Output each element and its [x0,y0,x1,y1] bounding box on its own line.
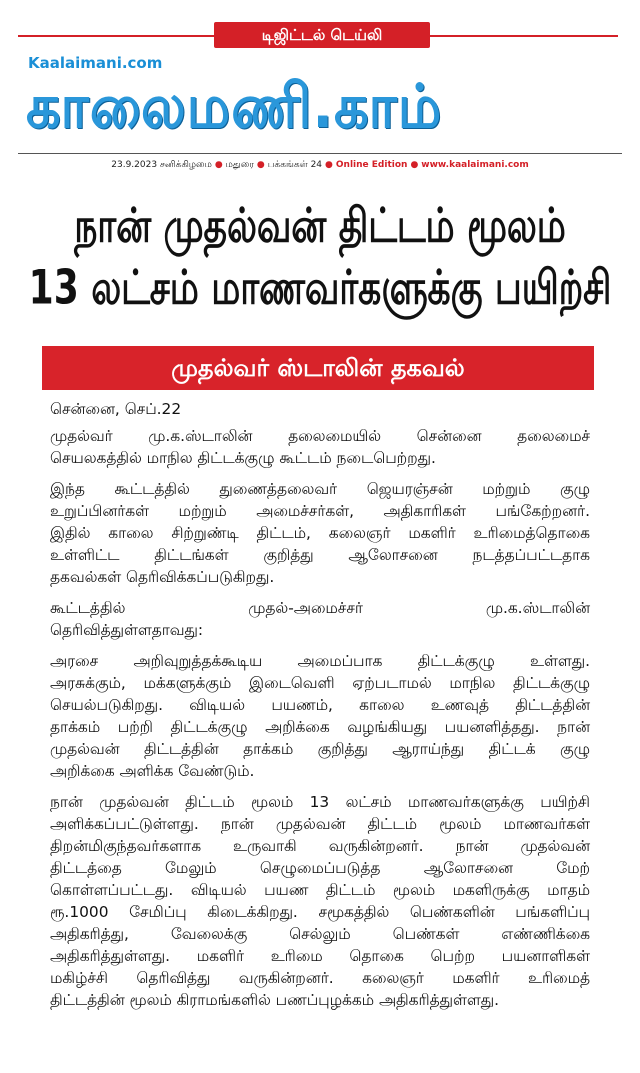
issue-date: 23.9.2023 சனிக்கிழமை [111,160,212,170]
text-line: தகவல்கள் தெரிவிக்கப்படுகிறது. [50,568,275,586]
paragraph-4 [50,650,590,782]
text-line: திட்டத்தின் மூலம் கிராமங்களில் பணப்புழக்கம் அதிகரித்துள்ளது. [50,991,499,1009]
text-line: நான் முதல்வன் திட்டம் மூலம் 13 லட்சம் மாணவர்களுக்கு பயிற்சி [50,793,590,811]
text-line: முதல்வன் திட்டத்தின் தாக்கம் குறித்து ஆராய்ந்து திட்டக் குழு [50,740,590,758]
subheadline-banner: முதல்வர் ஸ்டாலின் தகவல் [42,346,594,390]
bullet-icon: ● [410,160,419,170]
text-line: அளிக்கப்பட்டுள்ளது. நான் முதல்வன் திட்டம் மூலம் மாணவர்கள் [50,815,590,833]
text-line: முதல்வர் மு.க.ஸ்டாலின் தலைமையில் சென்னை தலைமைச் [50,427,590,445]
brand-latin-logo: Kaalaimani.com [28,54,163,72]
text-line: தெரிவித்துள்ளதாவது: [50,621,204,639]
text-line: திறன்மிகுந்தவர்களாக உருவாகி வருகின்றனர். நான் முதல்வன் [50,837,590,855]
paragraph-1 [50,425,590,469]
article-body [50,398,590,1020]
masthead-divider [18,153,622,154]
masthead [0,0,640,152]
headline-line-2: 13 லட்சம் மாணவர்களுக்கு பயிற்சி [28,261,612,315]
text-line: இதில் காலை சிற்றுண்டி திட்டம், கலைஞர் மகளிர் உரிமைத்தொகை [50,524,590,542]
headline [0,196,640,320]
text-line: ரூ.1000 சேமிப்பு கிடைக்கிறது. சமூகத்தில் பெண்களின் பங்களிப்பு [50,903,590,921]
issue-city: மதுரை [225,160,254,170]
text-line: திட்டத்தை மேலும் செழுமைப்படுத்த ஆலோசனை மேற் [50,859,590,877]
site-url: www.kaalaimani.com [421,160,529,170]
text-line: உள்ளிட்ட திட்டங்கள் குறித்து ஆலோசனை நடத்தப்பட்டதாக [50,546,590,564]
text-line: கொள்ளப்பட்டது. விடியல் பயண திட்டம் மூலம் மகளிருக்கு மாதம் [50,881,590,899]
paragraph-5 [50,791,590,1011]
text-line: கூட்டத்தில் முதல்-அமைச்சர் மு.க.ஸ்டாலின் [50,599,590,617]
text-line: இந்த கூட்டத்தில் துணைத்தலைவர் ஜெயரஞ்சன் மற்றும் குழு [50,480,590,498]
bullet-icon: ● [256,160,265,170]
dateline [0,160,640,171]
text-line: அறிக்கை அளிக்க வேண்டும். [50,762,255,780]
edition-label: Online Edition [335,160,408,170]
text-line: மகிழ்ச்சி தெரிவித்து வருகின்றனர். கலைஞர் மகளிர் உரிமைத் [50,969,590,987]
masthead-tagline: டிஜிட்டல் டெய்லி [214,22,430,48]
text-line: அதிகரித்து, வேலைக்கு செல்லும் பெண்கள் எண்ணிக்கை [50,925,590,943]
text-line: செயல்படுகிறது. விடியல் பயணம், காலை உணவுத் திட்டத்தின் [50,696,590,714]
paragraph-2 [50,478,590,588]
page-count: பக்கங்கள் 24 [267,160,323,170]
paragraph-3 [50,597,590,641]
text-line: உறுப்பினர்கள் மற்றும் அமைச்சர்கள், அதிகாரிகள் பங்கேற்றனர். [50,502,590,520]
bullet-icon: ● [214,160,223,170]
headline-line-1: நான் முதல்வன் திட்டம் மூலம் [74,199,566,253]
bullet-icon: ● [325,160,333,170]
text-line: அதிகரித்துள்ளது. மகளிர் உரிமை தொகை பெற்ற பயனாளிகள் [50,947,590,965]
brand-tamil-logo: காலைமணி.காம் [26,70,443,142]
text-line: செயலகத்தில் மாநில திட்டக்குழு கூட்டம் நடைபெற்றது. [50,449,436,467]
article-dateline: சென்னை, செப்.22 [50,400,182,418]
text-line: அரசை அறிவுறுத்தக்கூடிய அமைப்பாக திட்டக்குழு உள்ளது. [50,652,590,670]
text-line: தாக்கம் பற்றி திட்டக்குழு அறிக்கை வழங்கியது பயனளித்தது. நான் [50,718,590,736]
text-line: அரசுக்கும், மக்களுக்கும் இடைவெளி ஏற்படாமல் மாநில திட்டக்குழு [50,674,590,692]
